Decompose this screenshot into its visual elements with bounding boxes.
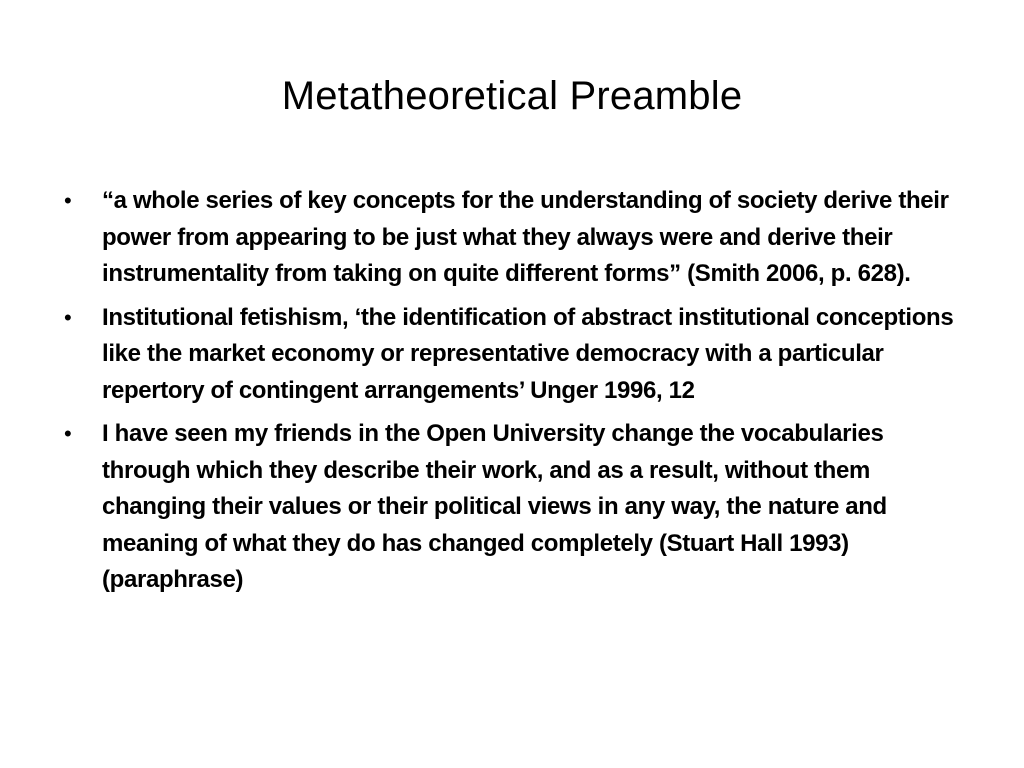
bullet-list bbox=[62, 183, 972, 606]
bullet-item-institutional-fetishism bbox=[62, 300, 972, 410]
bullet-point-icon: • bbox=[64, 421, 72, 446]
bullet-text-institutional-fetishism: Institutional fetishism, ‘the identification of abstract institutional conceptions like the market economy or representative democracy with a particular repertory of contingent arrangements’ Unger 1996, 12 bbox=[102, 303, 954, 404]
slide-title: Metatheoretical Preamble bbox=[281, 74, 743, 118]
bullet-point-icon: • bbox=[64, 188, 72, 213]
bullet-point-icon: • bbox=[64, 304, 72, 330]
bullet-text-stuart-hall: I have seen my friends in the Open University change the vocabularies through which they describe their work, and as a result, without them changing their values or their political views in any way, the nature and meaning of what they do has changed completely (Stuart Hall 1993) (paraphrase) bbox=[102, 420, 887, 593]
bullet-item-stuart-hall bbox=[62, 416, 972, 599]
bullet-item-smith-quote bbox=[62, 183, 972, 293]
bullet-text-smith-quote: “a whole series of key concepts for the understanding of society derive their power from appearing to be just what they always were and derive their instrumentality from taking on quite different forms” (Smith 2006, p. 628). bbox=[102, 187, 949, 287]
